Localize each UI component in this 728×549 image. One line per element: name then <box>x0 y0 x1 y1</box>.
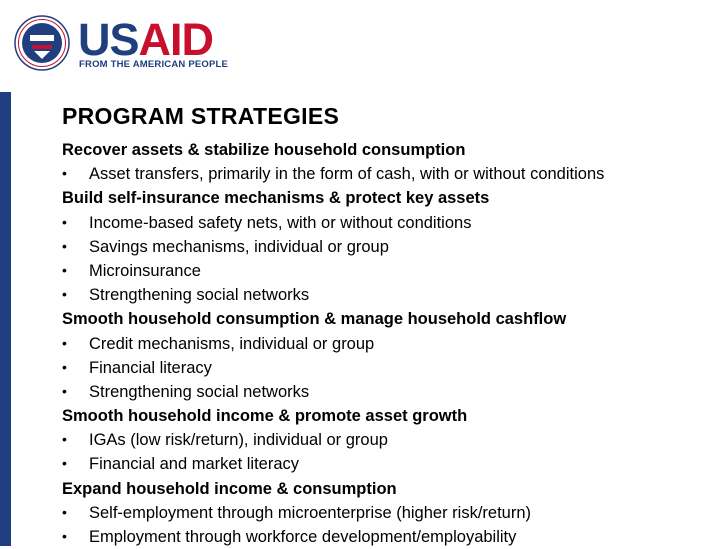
bullet-icon: • <box>62 382 67 399</box>
list-item-text: Income-based safety nets, with or without conditions <box>89 213 472 232</box>
bullet-icon: • <box>62 237 67 254</box>
bullet-icon: • <box>62 503 67 520</box>
bullet-icon: • <box>62 334 67 351</box>
list-item <box>62 428 722 452</box>
bullet-icon: • <box>62 261 67 278</box>
list-item-text: Strengthening social networks <box>89 286 310 305</box>
list-item <box>62 356 722 380</box>
list-item <box>62 162 722 186</box>
bullet-icon: • <box>62 165 67 182</box>
section-heading: Smooth household income & promote asset growth <box>62 407 468 426</box>
list-item-text: Credit mechanisms, individual or group <box>89 334 375 353</box>
bullet-icon: • <box>62 213 67 230</box>
section-heading: Build self-insurance mechanisms & protect key assets <box>62 189 490 208</box>
list-item <box>62 259 722 283</box>
bullet-icon: • <box>62 455 67 472</box>
list-item <box>62 380 722 404</box>
tagline: FROM THE AMERICAN PEOPLE <box>79 59 229 70</box>
list-item <box>62 235 722 259</box>
list-item-text: Asset transfers, primarily in the form of cash, with or without conditions <box>89 165 605 184</box>
section-heading: Smooth household consumption & manage household cashflow <box>62 310 567 329</box>
bullet-icon: • <box>62 358 67 375</box>
bullet-icon: • <box>62 286 67 303</box>
strategy-list <box>62 138 722 549</box>
list-item-text: Financial and market literacy <box>89 455 300 474</box>
list-item-text: Self-employment through microenterprise (higher risk/return) <box>89 503 532 522</box>
section-heading: Recover assets & stabilize household consumption <box>62 141 466 159</box>
left-accent-bar <box>0 92 11 546</box>
section-heading: Expand household income & consumption <box>62 479 397 498</box>
brand-aid: AID <box>138 14 214 65</box>
list-item <box>62 211 722 235</box>
list-item <box>62 332 722 356</box>
bullet-icon: • <box>62 528 67 544</box>
slide-content <box>62 102 722 549</box>
usaid-logo <box>78 14 214 65</box>
list-item-text: Strengthening social networks <box>89 382 310 401</box>
list-item-text: Microinsurance <box>89 261 201 280</box>
bullet-icon: • <box>62 431 67 448</box>
list-item <box>62 525 722 549</box>
list-item-text: Financial literacy <box>89 358 212 377</box>
page-title: PROGRAM STRATEGIES <box>62 103 340 129</box>
list-item-text: Employment through workforce development/employability <box>89 528 517 546</box>
list-item-text: IGAs (low risk/return), individual or group <box>89 431 388 450</box>
list-item <box>62 452 722 476</box>
header <box>0 0 728 92</box>
brand-us: US <box>78 14 139 65</box>
list-item <box>62 283 722 307</box>
list-item <box>62 501 722 525</box>
usaid-seal-icon <box>14 15 70 71</box>
list-item-text: Savings mechanisms, individual or group <box>89 237 389 256</box>
